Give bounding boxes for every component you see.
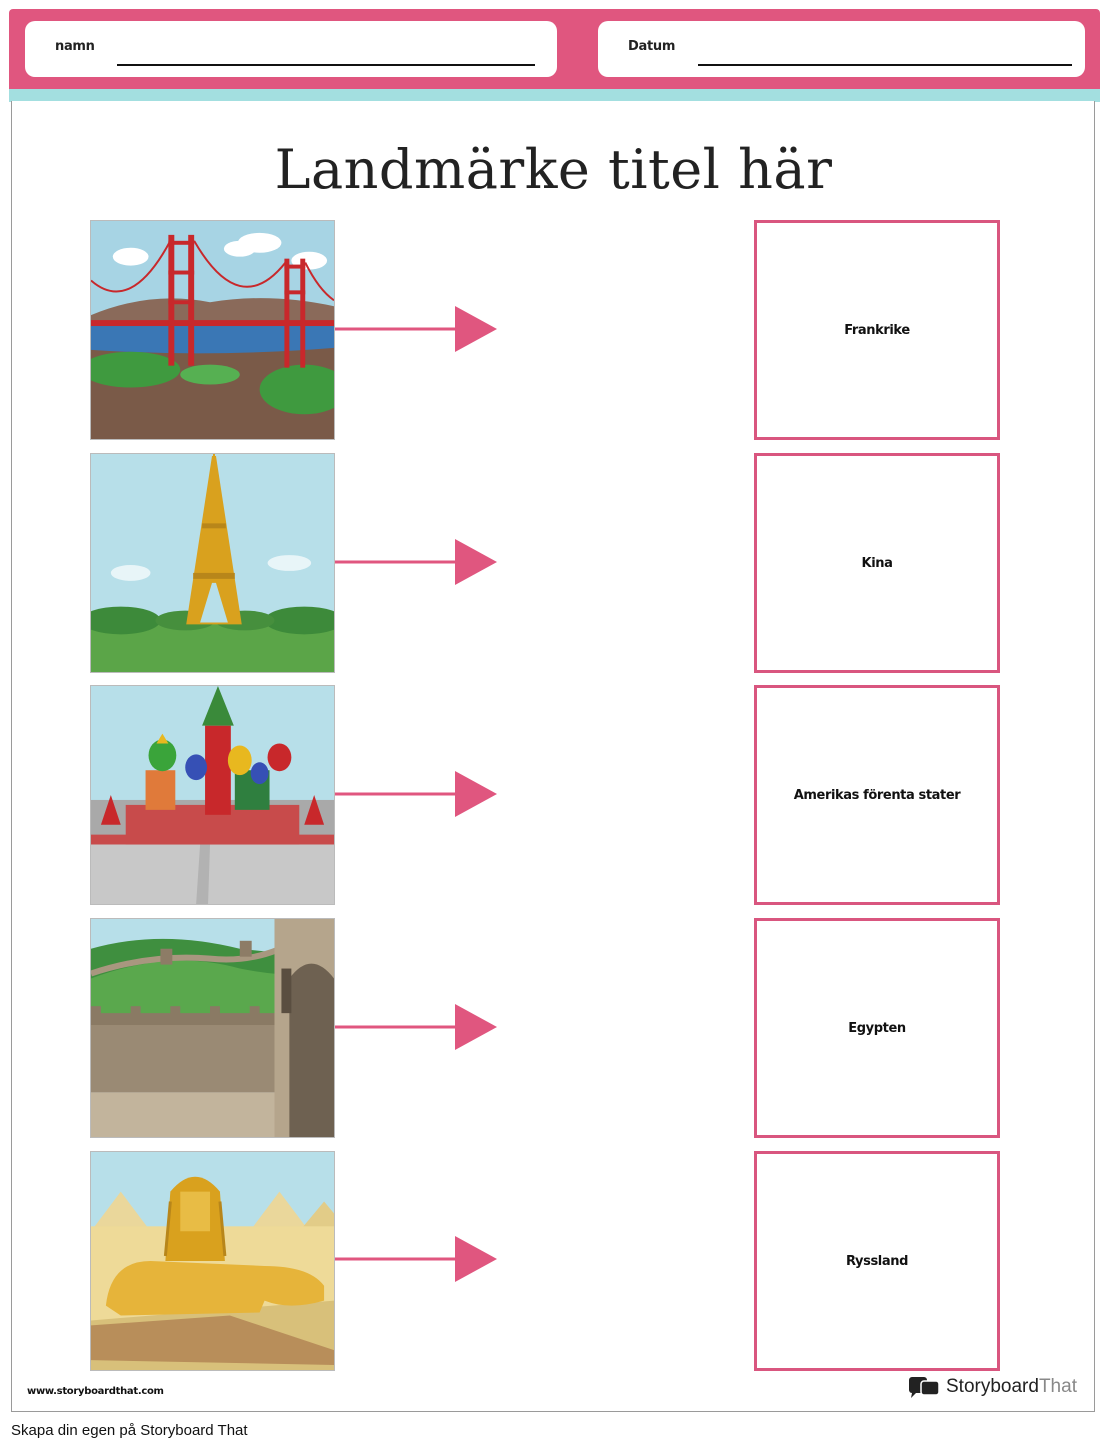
- brand-name-light: That: [1038, 1376, 1077, 1397]
- arrow-right-icon: [335, 1234, 500, 1284]
- arrow-right-icon: [335, 769, 500, 819]
- image-great-sphinx: [90, 1151, 335, 1371]
- date-field[interactable]: [598, 21, 1085, 77]
- answer-box[interactable]: [754, 453, 1000, 673]
- brand-name-dark: Storyboard: [946, 1376, 1039, 1397]
- image-st-basils-cathedral: [90, 685, 335, 905]
- date-label: Datum: [628, 39, 676, 54]
- brand-logo: [908, 1374, 1077, 1400]
- answer-label: Frankrike: [844, 322, 910, 338]
- answer-box[interactable]: [754, 220, 1000, 440]
- website-link[interactable]: www.storyboardthat.com: [27, 1386, 164, 1397]
- answer-label: Kina: [861, 555, 893, 571]
- answer-label: Ryssland: [846, 1253, 908, 1269]
- answer-box[interactable]: [754, 918, 1000, 1138]
- image-golden-gate-bridge: [90, 220, 335, 440]
- arrow-right-icon: [335, 537, 500, 587]
- image-great-wall-of-china: [90, 918, 335, 1138]
- image-eiffel-tower: [90, 453, 335, 673]
- page-title: Landmärke titel här: [274, 138, 833, 201]
- answer-box[interactable]: [754, 1151, 1000, 1371]
- name-field[interactable]: [25, 21, 557, 77]
- answer-label: Amerikas förenta stater: [793, 787, 961, 803]
- footer-cta[interactable]: Skapa din egen på Storyboard That: [11, 1422, 248, 1439]
- header-bar: [9, 9, 1100, 89]
- name-line: [117, 64, 535, 66]
- name-label: namn: [55, 39, 95, 54]
- speech-bubbles-icon: [908, 1375, 942, 1399]
- date-line: [698, 64, 1072, 66]
- answer-label: Egypten: [848, 1020, 906, 1036]
- brand-name: [946, 1376, 1077, 1398]
- arrow-right-icon: [335, 1002, 500, 1052]
- arrow-right-icon: [335, 304, 500, 354]
- answer-box[interactable]: [754, 685, 1000, 905]
